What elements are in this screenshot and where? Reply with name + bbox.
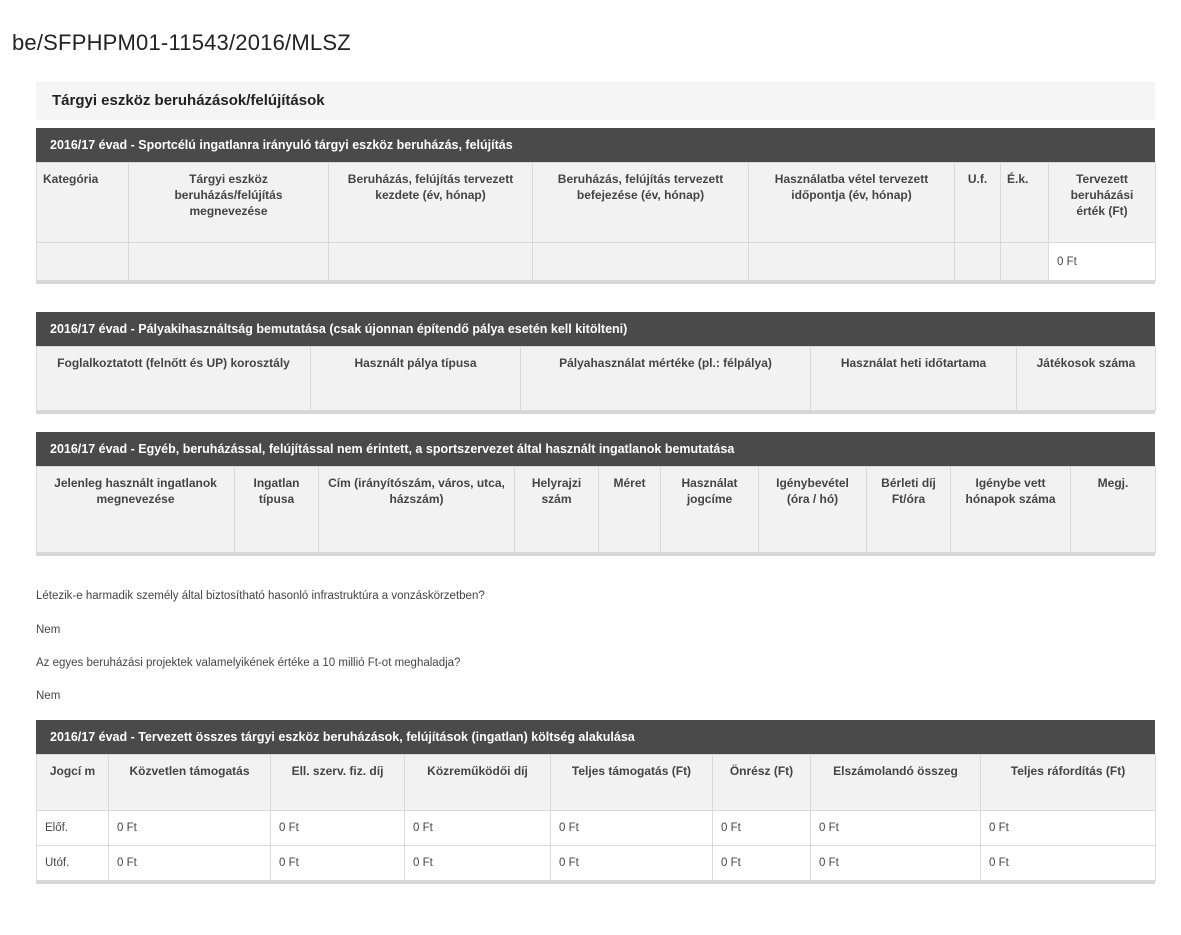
table-cell: 0 Ft	[109, 811, 271, 846]
table-cell	[749, 243, 955, 281]
table-cell: Előf.	[37, 811, 109, 846]
table-cell: 0 Ft	[271, 846, 405, 881]
col-header: Használat jogcíme	[661, 467, 759, 553]
col-header: Pályahasználat mértéke (pl.: félpálya)	[521, 347, 811, 411]
col-header: Jogcí m	[37, 755, 109, 811]
col-header: Igénybe vett hónapok száma	[951, 467, 1071, 553]
col-header: Tárgyi eszköz beruházás/felújítás megnevezése	[129, 163, 329, 243]
table-cell: 0 Ft	[109, 846, 271, 881]
table-cell: 0 Ft	[811, 846, 981, 881]
col-header: Jelenleg használt ingatlanok megnevezése	[37, 467, 235, 553]
table-title: 2016/17 évad - Tervezett összes tárgyi eszköz beruházások, felújítások (ingatlan) költség alakulása	[36, 720, 1155, 754]
table-cell	[533, 243, 749, 281]
table-cell: 0 Ft	[981, 811, 1156, 846]
table-cell: 0 Ft	[981, 846, 1156, 881]
col-header: Helyrajzi szám	[515, 467, 599, 553]
table-cell: 0 Ft	[271, 811, 405, 846]
table-row	[37, 811, 1156, 846]
col-header: Használat heti időtartama	[811, 347, 1017, 411]
table-cell	[37, 243, 129, 281]
table-cell: 0 Ft	[713, 846, 811, 881]
col-header: Tervezett beruházási érték (Ft)	[1049, 163, 1156, 243]
table-cell: 0 Ft	[405, 811, 551, 846]
col-header: Teljes ráfordítás (Ft)	[981, 755, 1156, 811]
col-header: Közvetlen támogatás	[109, 755, 271, 811]
answer-project-value-threshold: Nem	[36, 690, 61, 702]
col-header: Méret	[599, 467, 661, 553]
col-header: Közreműködői díj	[405, 755, 551, 811]
table-cell: 0 Ft	[713, 811, 811, 846]
table-row	[37, 243, 1156, 281]
document-id: be/SFPHPM01-11543/2016/MLSZ	[12, 30, 351, 55]
table-cell: Utóf.	[37, 846, 109, 881]
col-header: Használatba vétel tervezett időpontja (év, hónap)	[749, 163, 955, 243]
question-project-value-threshold: Az egyes beruházási projektek valamelyikének értéke a 10 millió Ft-ot meghaladja?	[36, 657, 461, 669]
table-cell: 0 Ft	[1049, 243, 1156, 281]
col-header: Igénybevétel (óra / hó)	[759, 467, 867, 553]
col-header: Elszámolandó összeg	[811, 755, 981, 811]
total-cost-table	[36, 720, 1155, 884]
table-cell: 0 Ft	[551, 846, 713, 881]
col-header: Kategória	[37, 163, 129, 243]
table-cell	[1001, 243, 1049, 281]
table-title: 2016/17 évad - Egyéb, beruházással, felújítással nem érintett, a sportszervezet által használt ingatlanok bemutatása	[36, 432, 1155, 466]
col-header: Teljes támogatás (Ft)	[551, 755, 713, 811]
col-header: Beruházás, felújítás tervezett kezdete (év, hónap)	[329, 163, 533, 243]
table-cell	[329, 243, 533, 281]
asset-investment-table	[36, 128, 1155, 284]
table-title: 2016/17 évad - Pályakihasználtság bemutatása (csak újonnan építendő pálya esetén kell kitölteni)	[36, 312, 1155, 346]
col-header: Önrész (Ft)	[713, 755, 811, 811]
other-properties-table	[36, 432, 1155, 556]
table-cell	[129, 243, 329, 281]
question-third-party-infrastructure: Létezik-e harmadik személy által biztosítható hasonló infrastruktúra a vonzáskörzetben?	[36, 590, 485, 602]
col-header: Ell. szerv. fiz. díj	[271, 755, 405, 811]
col-header: Ingatlan típusa	[235, 467, 319, 553]
table-cell: 0 Ft	[811, 811, 981, 846]
col-header: Megj.	[1071, 467, 1156, 553]
col-header: Használt pálya típusa	[311, 347, 521, 411]
col-header: É.k.	[1001, 163, 1049, 243]
table-cell: 0 Ft	[551, 811, 713, 846]
col-header: U.f.	[955, 163, 1001, 243]
col-header: Beruházás, felújítás tervezett befejezése (év, hónap)	[533, 163, 749, 243]
col-header: Játékosok száma	[1017, 347, 1156, 411]
table-cell: 0 Ft	[405, 846, 551, 881]
answer-third-party-infrastructure: Nem	[36, 624, 61, 636]
section-title: Tárgyi eszköz beruházások/felújítások	[36, 82, 1155, 120]
pitch-usage-table	[36, 312, 1155, 414]
table-title: 2016/17 évad - Sportcélú ingatlanra irányuló tárgyi eszköz beruházás, felújítás	[36, 128, 1155, 162]
table-cell	[955, 243, 1001, 281]
col-header: Bérleti díj Ft/óra	[867, 467, 951, 553]
col-header: Foglalkoztatott (felnőtt és UP) korosztály	[37, 347, 311, 411]
table-row	[37, 846, 1156, 881]
col-header: Cím (irányítószám, város, utca, házszám)	[319, 467, 515, 553]
